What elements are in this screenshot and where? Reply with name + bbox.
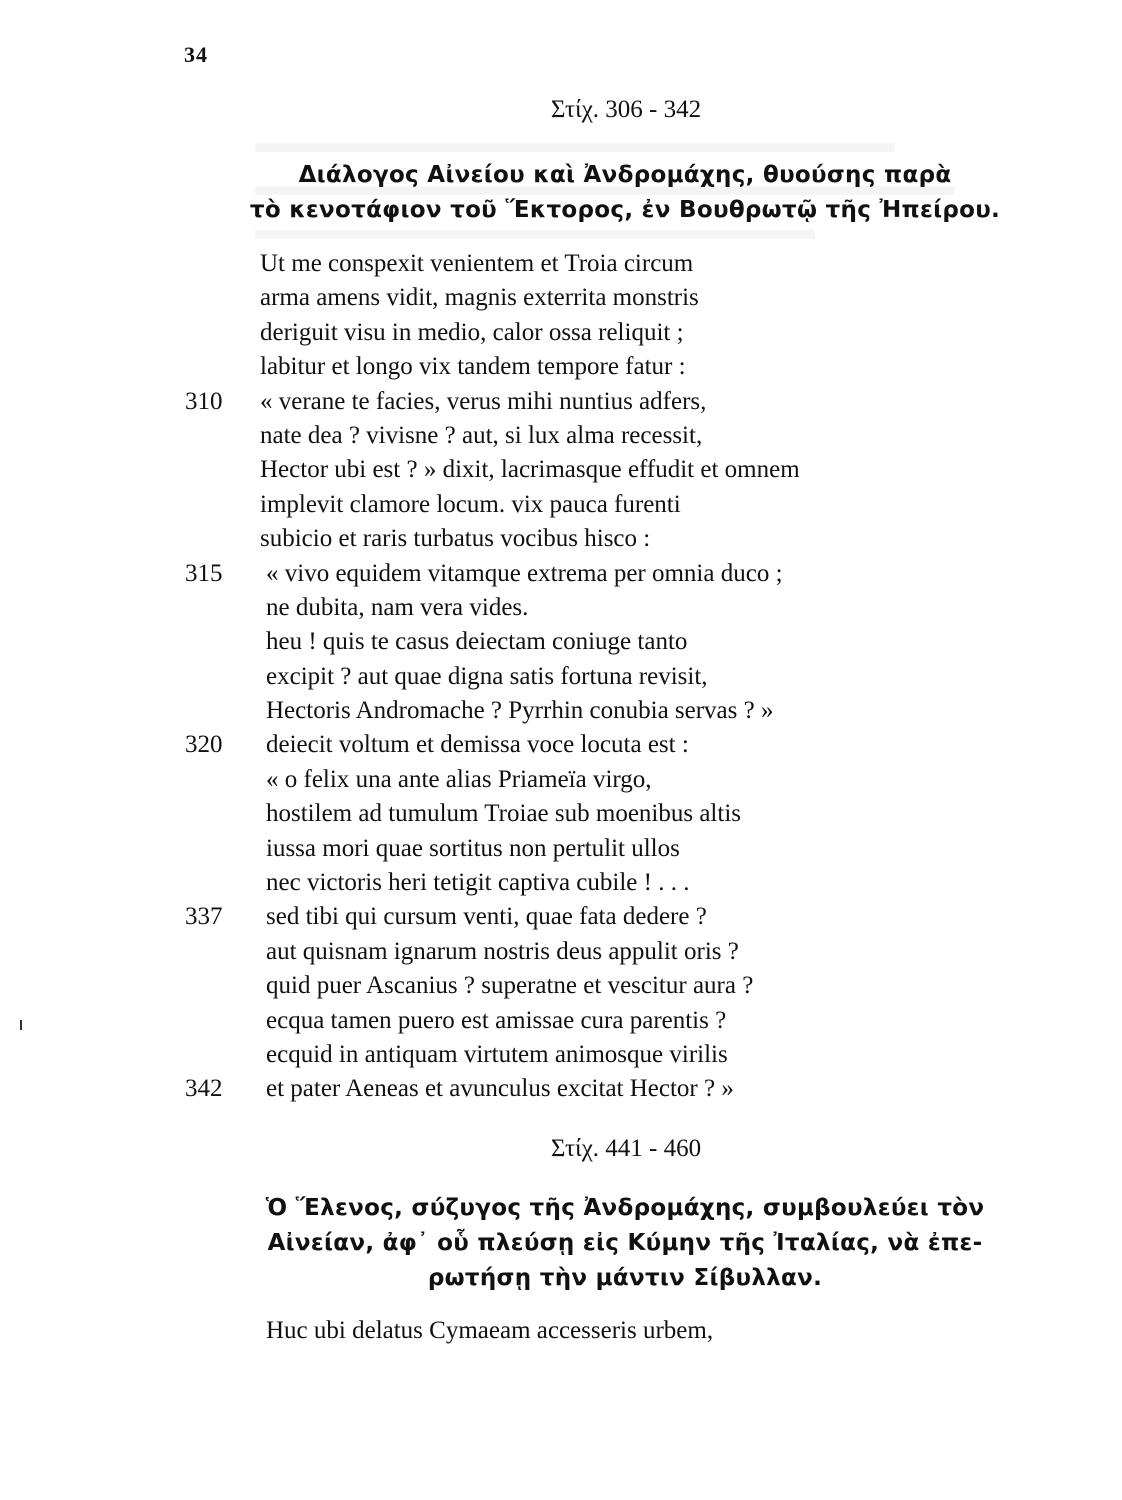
section-heading <box>205 158 1045 228</box>
verse-line <box>180 969 1080 1003</box>
verse-text: nec victoris heri tetigit captiva cubile ! . . . <box>266 869 690 897</box>
verse-line <box>180 832 1080 866</box>
verse-line <box>180 557 1080 591</box>
line-number: 342 <box>185 1075 223 1103</box>
verse-text: Hectoris Andromache ? Pyrrhin conubia servas ? » <box>266 697 774 725</box>
verse-text: sed tibi qui cursum venti, quae fata dedere ? <box>266 903 707 931</box>
line-number: 320 <box>185 731 223 759</box>
verse-line <box>180 419 1080 453</box>
verse-line <box>180 281 1080 315</box>
verse-text: hostilem ad tumulum Troiae sub moenibus altis <box>266 800 741 828</box>
verse-line <box>180 488 1080 522</box>
line-number: 315 <box>185 559 223 587</box>
verse-text: labitur et longo vix tandem tempore fatur : <box>260 353 686 381</box>
verse-text: ecquid in antiquam virtutem animosque virilis <box>266 1040 728 1068</box>
verse-line <box>180 900 1080 934</box>
verse-line <box>180 316 1080 350</box>
verse-line <box>180 522 1080 556</box>
verse-line <box>180 453 1080 487</box>
verse-line <box>180 1072 1080 1106</box>
verse-line <box>180 1314 1080 1348</box>
heading-line: τὸ κενοτάφιον τοῦ Ἕκτορος, ἐν Βουθρωτῷ τῆς Ἠπείρου. <box>249 197 1001 223</box>
verse-text: iussa mori quae sortitus non pertulit ullos <box>266 834 680 862</box>
section-range-title: Στίχ. 306 - 342 <box>550 96 702 123</box>
verse-text: quid puer Ascanius ? superatne et vescitur aura ? <box>266 972 754 1000</box>
verse-text: implevit clamore locum. vix pauca furenti <box>260 490 681 518</box>
verse-text: arma amens vidit, magnis exterrita monstris <box>260 284 699 312</box>
verse-text: « o felix una ante alias Priameïa virgo, <box>266 765 652 793</box>
verse-line <box>180 247 1080 281</box>
verse-line <box>180 1004 1080 1038</box>
verse-line <box>180 625 1080 659</box>
verse-line <box>180 1038 1080 1072</box>
heading-line: Ὁ Ἕλενος, σύζυγος τῆς Ἀνδρομάχης, συμβουλεύει τὸν <box>265 1195 985 1221</box>
verse-text: ne dubita, nam vera vides. <box>266 593 529 621</box>
verse-text: et pater Aeneas et avunculus excitat Hector ? » <box>266 1075 734 1103</box>
verse-text: deiecit voltum et demissa voce locuta est : <box>266 731 689 759</box>
verse-text: excipit ? aut quae digna satis fortuna revisit, <box>266 662 708 690</box>
verse-line <box>180 385 1080 419</box>
verse-text: Huc ubi delatus Cymaeam accesseris urbem, <box>266 1317 714 1344</box>
heading-line: Αἰνείαν, ἀφ᾿ οὗ πλεύσῃ εἰς Κύμην τῆς Ἰταλίας, νὰ ἐπε- <box>267 1230 983 1256</box>
verse-text: deriguit visu in medio, calor ossa reliquit ; <box>260 318 684 346</box>
verse-text: aut quisnam ignarum nostris deus appulit oris ? <box>266 937 739 965</box>
verse-line <box>180 694 1080 728</box>
poem-passage <box>180 247 1080 1107</box>
line-number: 310 <box>185 387 223 415</box>
verse-line <box>180 660 1080 694</box>
heading-line: ρωτήσῃ τὴν μάντιν Σίβυλλαν. <box>427 1265 823 1291</box>
verse-line <box>180 763 1080 797</box>
verse-text: heu ! quis te casus deiectam coniuge tanto <box>266 628 688 656</box>
verse-line <box>180 797 1080 831</box>
verse-text: « vivo equidem vitamque extrema per omnia duco ; <box>266 559 783 587</box>
verse-text: nate dea ? vivisne ? aut, si lux alma recessit, <box>260 421 703 449</box>
verse-line <box>180 866 1080 900</box>
verse-text: Hector ubi est ? » dixit, lacrimasque effudit et omnem <box>260 456 800 484</box>
verse-text: Ut me conspexit venientem et Troia circum <box>260 250 694 277</box>
margin-mark <box>20 1020 22 1030</box>
verse-line <box>180 350 1080 384</box>
verse-text: « verane te facies, verus mihi nuntius adfers, <box>260 387 707 415</box>
verse-line <box>180 591 1080 625</box>
page-number: 34 <box>184 42 208 67</box>
line-number: 337 <box>185 903 223 931</box>
verse-text: ecqua tamen puero est amissae cura parentis ? <box>266 1006 727 1034</box>
heading-line: Διάλογος Αἰνείου καὶ Ἀνδρομάχης, θυούσης παρὰ <box>298 162 952 188</box>
poem-passage <box>180 1314 1080 1348</box>
verse-line <box>180 935 1080 969</box>
section-range-title: Στίχ. 441 - 460 <box>550 1135 702 1162</box>
verse-text: subicio et raris turbatus vocibus hisco : <box>260 525 651 553</box>
section-heading <box>205 1191 1045 1296</box>
verse-line <box>180 728 1080 762</box>
